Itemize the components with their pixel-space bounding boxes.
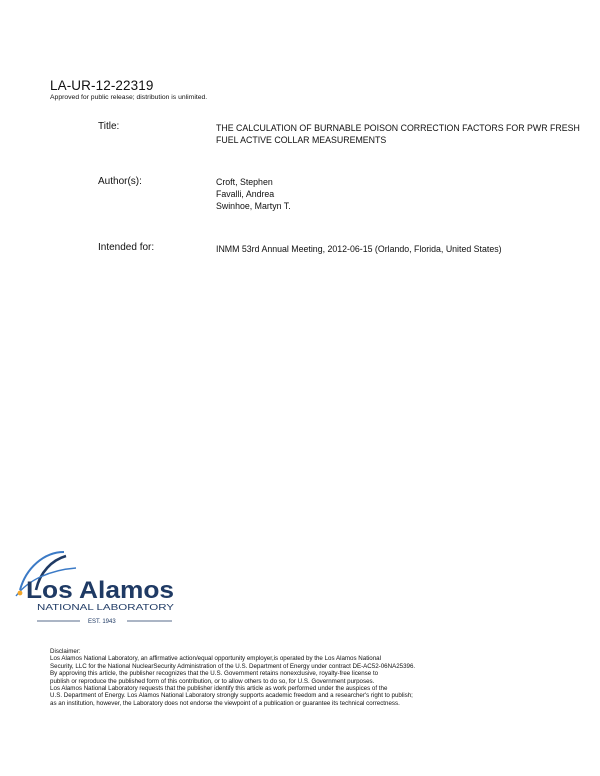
authors-list xyxy=(216,176,291,212)
release-note: Approved for public release; distribution is unlimited. xyxy=(50,94,208,101)
disclaimer-line: publish or reproduce the published form of this contribution, or to allow others to do so, for U.S. Government purposes. xyxy=(50,677,375,685)
disclaimer-line: By approving this article, the publisher recognizes that the U.S. Government retains nonexclusive, royalty-free license to xyxy=(50,670,379,678)
disclaimer-line: U.S. Department of Energy. Los Alamos National Laboratory strongly supports academic freedom and a researcher's right to publish; xyxy=(50,692,413,700)
disclaimer xyxy=(50,648,580,707)
author-name: Favalli, Andrea xyxy=(216,189,275,199)
title-label: Title: xyxy=(98,121,120,132)
logo-dot xyxy=(18,591,23,596)
los-alamos-logo xyxy=(14,546,189,626)
disclaimer-line: as an institution, however, the Laboratory does not endorse the viewpoint of a publication or guarantee its technical correctness. xyxy=(50,699,400,707)
disclaimer-heading: Disclaimer: xyxy=(50,648,81,655)
disclaimer-line: Security, LLC for the National NuclearSecurity Administration of the U.S. Department of Energy under contract DE-AC52-06NA25396. xyxy=(50,662,416,670)
report-number: LA-UR-12-22319 xyxy=(50,78,154,93)
logo-established: EST. 1943 xyxy=(88,619,116,625)
title-line: THE CALCULATION OF BURNABLE POISON CORRECTION FACTORS FOR PWR FRESH xyxy=(216,123,580,133)
author-name: Swinhoe, Martyn T. xyxy=(216,201,291,211)
authors-label: Author(s): xyxy=(98,176,142,187)
author-name: Croft, Stephen xyxy=(216,177,273,187)
title-value xyxy=(216,122,580,146)
disclaimer-line: Los Alamos National Laboratory requests that the publisher identify this article as work performed under the auspices of the xyxy=(50,685,388,693)
logo-name: Los Alamos xyxy=(26,577,174,604)
logo-subtitle: NATIONAL LABORATORY xyxy=(37,603,175,612)
intended-for-value: INMM 53rd Annual Meeting, 2012-06-15 (Orlando, Florida, United States) xyxy=(216,244,502,254)
intended-for-label: Intended for: xyxy=(98,242,155,253)
disclaimer-line: Los Alamos National Laboratory, an affirmative action/equal opportunity employer,is operated by the Los Alamos National xyxy=(50,655,381,663)
title-line: FUEL ACTIVE COLLAR MEASUREMENTS xyxy=(216,135,387,145)
